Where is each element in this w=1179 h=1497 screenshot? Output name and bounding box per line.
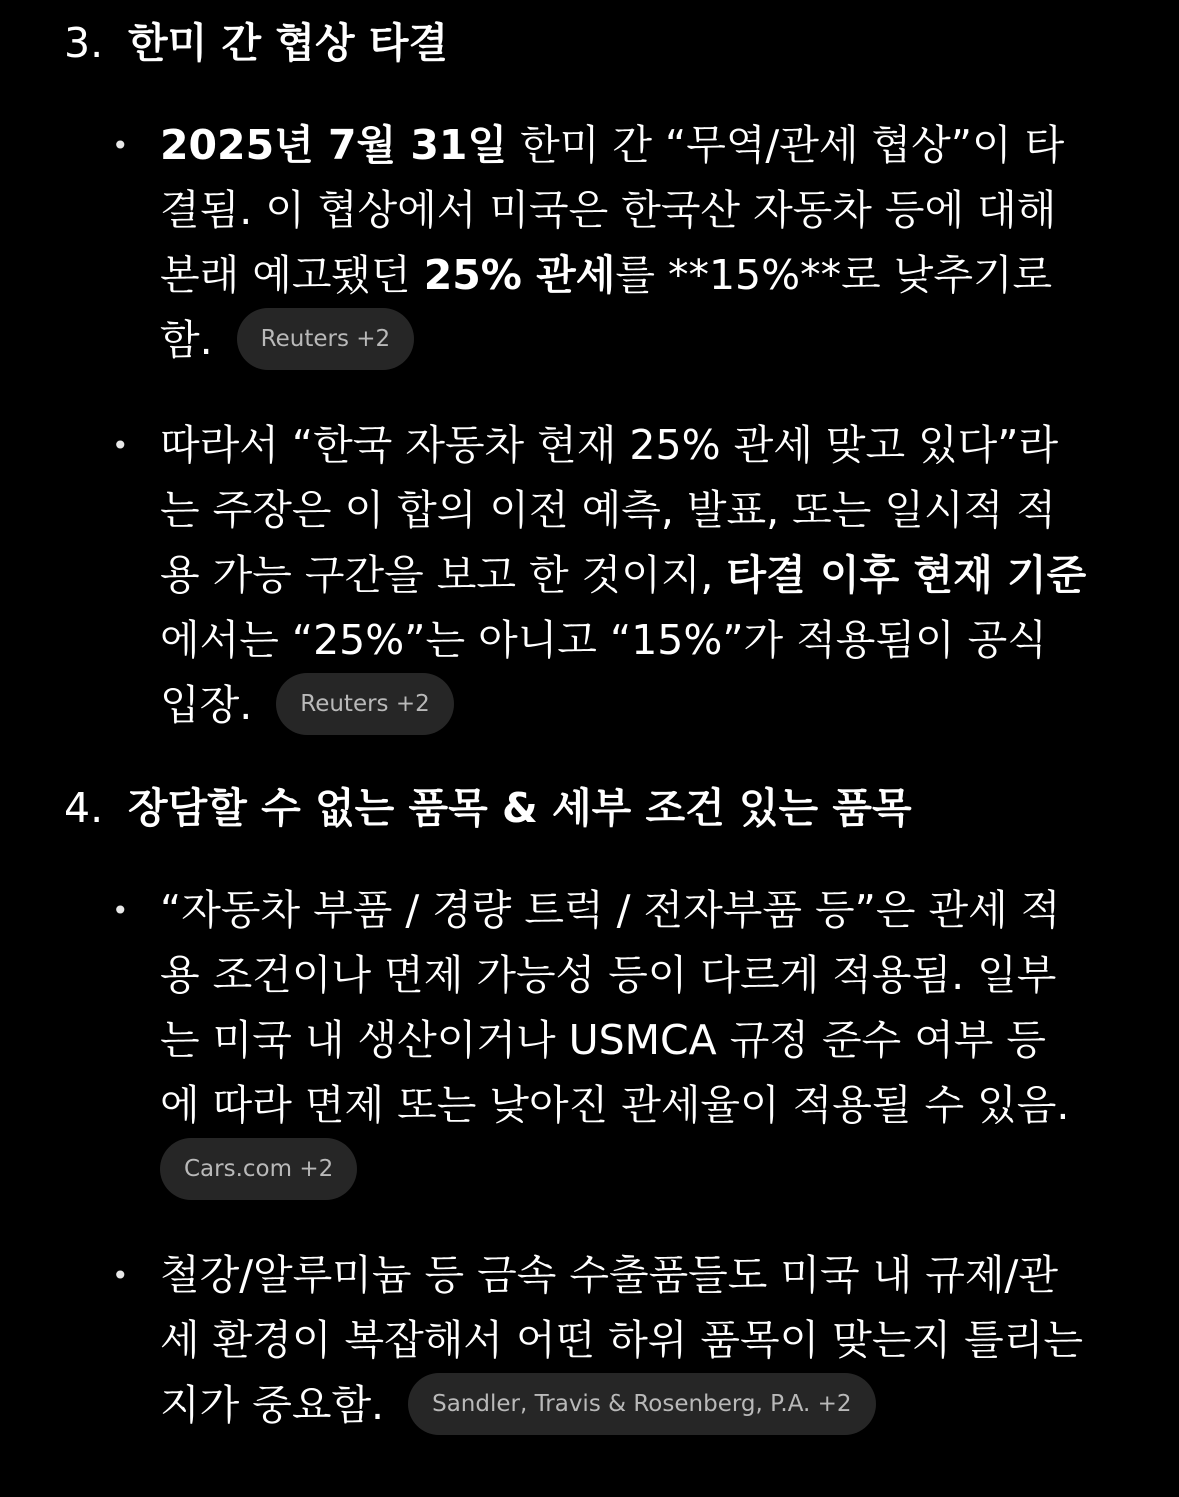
text-line bbox=[160, 243, 1130, 308]
text-line bbox=[160, 1073, 1130, 1138]
bullet-dot-icon: • bbox=[112, 429, 129, 462]
text-run: 함. bbox=[160, 316, 213, 364]
bullet-dot-icon: • bbox=[112, 1259, 129, 1292]
text-line bbox=[160, 478, 1130, 543]
text-line bbox=[160, 1138, 1130, 1204]
text-run: 세 환경이 복잡해서 어떤 하위 품목이 맞는지 틀리는 bbox=[160, 1316, 1083, 1364]
text-run: 한미 간 “무역/관세 협상”이 타 bbox=[507, 121, 1065, 169]
source-chip[interactable]: Reuters +2 bbox=[237, 308, 415, 370]
text-run: “자동차 부품 / 경량 트럭 / 전자부품 등”은 관세 적 bbox=[160, 886, 1061, 934]
text-line bbox=[160, 878, 1130, 943]
bullet-text bbox=[160, 413, 1130, 739]
text-line bbox=[160, 943, 1130, 1008]
text-line bbox=[160, 1008, 1130, 1073]
bold-text: 25% 관세 bbox=[423, 251, 616, 299]
text-line bbox=[160, 1308, 1130, 1373]
text-run: 는 미국 내 생산이거나 USMCA 규정 준수 여부 등 bbox=[160, 1016, 1047, 1064]
text-run: 본래 예고됐던 bbox=[160, 251, 424, 299]
section-number: 3. bbox=[64, 19, 104, 67]
text-run: 를 **15%**로 낮추기로 bbox=[615, 251, 1053, 299]
text-line bbox=[160, 1373, 1130, 1439]
list-item bbox=[112, 878, 1130, 1204]
text-run: 지가 중요함. bbox=[160, 1381, 385, 1429]
source-chip[interactable]: Sandler, Travis & Rosenberg, P.A. +2 bbox=[408, 1373, 875, 1435]
section-heading-4 bbox=[64, 778, 912, 838]
text-run: 에 따라 면제 또는 낮아진 관세율이 적용될 수 있음. bbox=[160, 1081, 1070, 1129]
source-chip[interactable]: Reuters +2 bbox=[276, 673, 454, 735]
text-run: 는 주장은 이 합의 이전 예측, 발표, 또는 일시적 적 bbox=[160, 486, 1056, 534]
list-item bbox=[112, 113, 1130, 374]
text-run: 용 가능 구간을 보고 한 것이지, bbox=[160, 551, 727, 599]
bold-text: 타결 이후 현재 기준 bbox=[726, 551, 1087, 599]
text-run: 입장. bbox=[160, 681, 253, 729]
text-line bbox=[160, 113, 1130, 178]
bullet-dot-icon: • bbox=[112, 129, 129, 162]
text-run: 용 조건이나 면제 가능성 등이 다르게 적용됨. 일부 bbox=[160, 951, 1057, 999]
text-run: 결됨. 이 협상에서 미국은 한국산 자동차 등에 대해 bbox=[160, 186, 1057, 234]
list-item bbox=[112, 1243, 1130, 1439]
text-run: 에서는 “25%”는 아니고 “15%”가 적용됨이 공식 bbox=[160, 616, 1047, 664]
section-number: 4. bbox=[64, 784, 104, 832]
text-line bbox=[160, 308, 1130, 374]
text-line bbox=[160, 543, 1130, 608]
bullet-text bbox=[160, 113, 1130, 374]
bold-text: 2025년 7월 31일 bbox=[160, 121, 508, 169]
bullet-dot-icon: • bbox=[112, 894, 129, 927]
text-run: 따라서 “한국 자동차 현재 25% 관세 맞고 있다”라 bbox=[160, 421, 1059, 469]
section-heading-3 bbox=[64, 13, 448, 73]
bullet-text bbox=[160, 878, 1130, 1204]
section-title: 한미 간 협상 타결 bbox=[128, 19, 449, 67]
text-line bbox=[160, 1243, 1130, 1308]
text-run: 철강/알루미늄 등 금속 수출품들도 미국 내 규제/관 bbox=[160, 1251, 1058, 1299]
text-line bbox=[160, 178, 1130, 243]
text-line bbox=[160, 608, 1130, 673]
list-item bbox=[112, 413, 1130, 739]
source-chip[interactable]: Cars.com +2 bbox=[160, 1138, 357, 1200]
text-line bbox=[160, 673, 1130, 739]
section-title: 장담할 수 없는 품목 & 세부 조건 있는 품목 bbox=[128, 784, 912, 832]
text-line bbox=[160, 413, 1130, 478]
bullet-text bbox=[160, 1243, 1130, 1439]
